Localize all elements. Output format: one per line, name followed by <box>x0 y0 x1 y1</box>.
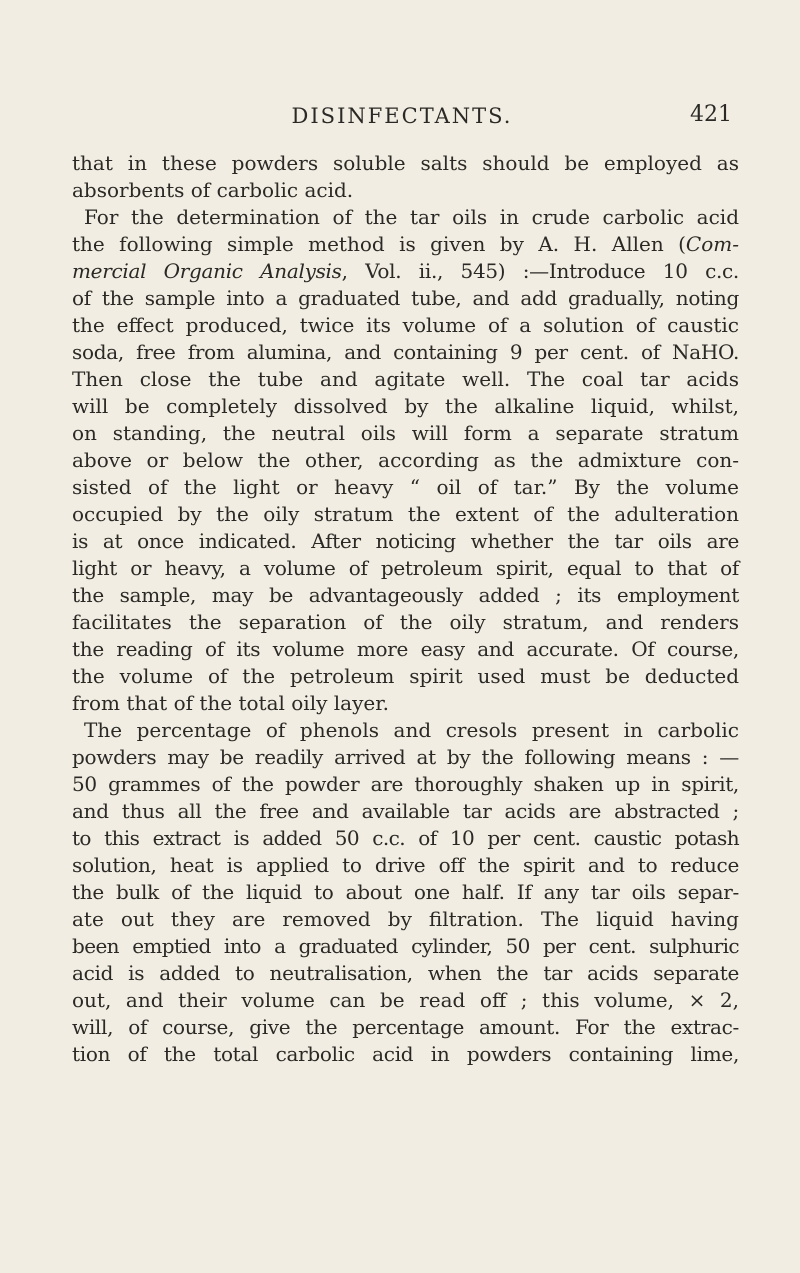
body-text <box>72 150 739 1068</box>
text-line: soda, free from alumina, and containing 9 per cent. of NaHO. <box>72 340 739 364</box>
text-line: will be completely dissolved by the alkaline liquid, whilst, <box>72 394 739 418</box>
text-line: absorbents of carbolic acid. <box>72 178 354 202</box>
text-line: powders may be readily arrived at by the following means : — <box>72 745 739 769</box>
text-line: acid is added to neutralisation, when the tar acids separate <box>72 961 739 985</box>
text-line: tion of the total carbolic acid in powders containing lime, <box>72 1042 739 1066</box>
text-line: and thus all the free and available tar acids are abstracted ; <box>72 799 739 823</box>
page-number: 421 <box>690 102 732 127</box>
text-line: facilitates the separation of the oily stratum, and renders <box>72 610 739 634</box>
text-line: the following simple method is given by A. H. Allen (Com- <box>72 232 739 256</box>
text-line: that in these powders soluble salts should be employed as <box>72 151 739 175</box>
text-line: light or heavy, a volume of petroleum spirit, equal to that of <box>72 556 739 580</box>
text-line: from that of the total oily layer. <box>72 691 389 715</box>
text-line: the volume of the petroleum spirit used must be deducted <box>72 664 739 688</box>
text-line: The percentage of phenols and cresols present in carbolic <box>84 718 739 742</box>
running-head <box>72 102 732 136</box>
text-line: of the sample into a graduated tube, and add gradually, noting <box>72 286 739 310</box>
text-line: the reading of its volume more easy and accurate. Of course, <box>72 637 739 661</box>
text-line: Then close the tube and agitate well. The coal tar acids <box>72 367 739 391</box>
text-line: mercial Organic Analysis, Vol. ii., 545) :—Introduce 10 c.c. <box>72 259 739 283</box>
text-line: will, of course, give the percentage amount. For the extrac- <box>72 1015 739 1039</box>
text-line: occupied by the oily stratum the extent of the adulteration <box>72 502 739 526</box>
text-line: above or below the other, according as the admixture con- <box>72 448 739 472</box>
text-line: been emptied into a graduated cylinder, 50 per cent. sulphuric <box>72 934 739 958</box>
text-line: For the determination of the tar oils in crude carbolic acid <box>84 205 739 229</box>
text-line: out, and their volume can be read off ; this volume, × 2, <box>72 988 739 1012</box>
text-line: sisted of the light or heavy “ oil of tar.” By the volume <box>72 475 739 499</box>
running-title: DISINFECTANTS. <box>291 104 513 128</box>
text-line: ate out they are removed by filtration. The liquid having <box>72 907 739 931</box>
text-line: is at once indicated. After noticing whether the tar oils are <box>72 529 739 553</box>
text-line: solution, heat is applied to drive off the spirit and to reduce <box>72 853 739 877</box>
text-line: the bulk of the liquid to about one half. If any tar oils separ- <box>72 880 739 904</box>
text-line: 50 grammes of the powder are thoroughly shaken up in spirit, <box>72 772 739 796</box>
text-line: to this extract is added 50 c.c. of 10 per cent. caustic potash <box>72 826 739 850</box>
text-line: the effect produced, twice its volume of a solution of caustic <box>72 313 739 337</box>
text-line: the sample, may be advantageously added ; its employment <box>72 583 739 607</box>
text-line: on standing, the neutral oils will form a separate stratum <box>72 421 739 445</box>
